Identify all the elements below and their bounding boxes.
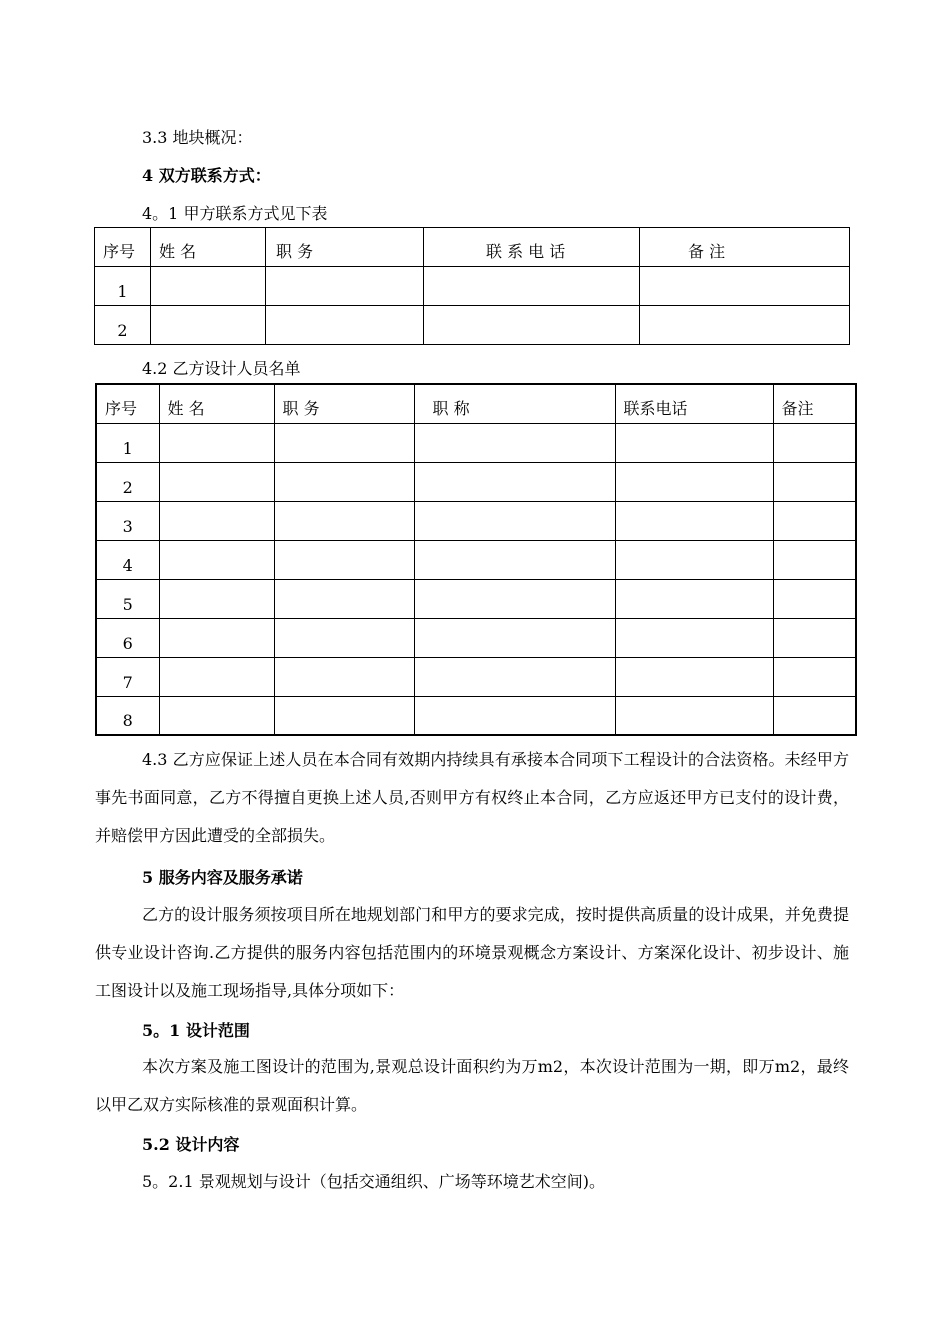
table-cell xyxy=(615,618,773,657)
party-b-designer-table xyxy=(95,383,857,736)
table-cell xyxy=(159,501,274,540)
table-cell xyxy=(615,696,773,735)
row-number: 7 xyxy=(96,657,159,696)
row-number: 8 xyxy=(96,696,159,735)
section-5-2-heading: 5.2 设计内容 xyxy=(142,1135,240,1154)
table-cell xyxy=(274,540,414,579)
section-4-3-paragraph: 4.3 乙方应保证上述人员在本合同有效期内持续具有承接本合同项下工程设计的合法资格。未经甲方事先书面同意，乙方不得擅自更换上述人员,否则甲方有权终止本合同，乙方应返还甲方已支付的设计费，并赔偿甲方因此遭受的全部损失。 xyxy=(95,750,849,845)
table-cell xyxy=(414,618,615,657)
table-row xyxy=(96,462,856,501)
table-cell xyxy=(773,657,856,696)
table-row xyxy=(96,579,856,618)
header-cell: 备 注 xyxy=(640,228,850,267)
table-cell xyxy=(414,423,615,462)
table-cell xyxy=(274,462,414,501)
section-5-2-1: 5。2.1 景观规划与设计（包括交通组织、广场等环境艺术空间)。 xyxy=(142,1172,605,1191)
table-cell xyxy=(159,696,274,735)
header-cell: 职 称 xyxy=(414,384,615,423)
table-cell xyxy=(424,306,640,345)
row-number: 4 xyxy=(96,540,159,579)
header-cell: 职 务 xyxy=(274,384,414,423)
table-row xyxy=(96,696,856,735)
table-row xyxy=(95,306,850,345)
table-cell xyxy=(414,501,615,540)
header-cell: 序号 xyxy=(96,384,159,423)
table-cell xyxy=(274,579,414,618)
header-cell: 序号 xyxy=(95,228,151,267)
table-cell xyxy=(159,540,274,579)
table-cell xyxy=(615,423,773,462)
table-cell xyxy=(615,579,773,618)
table-cell xyxy=(615,540,773,579)
row-number: 1 xyxy=(95,267,151,306)
table-row xyxy=(95,267,850,306)
section-5-paragraph: 乙方的设计服务须按项目所在地规划部门和甲方的要求完成，按时提供高质量的设计成果，并免费提供专业设计咨询.乙方提供的服务内容包括范围内的环境景观概念方案设计、方案深化设计、初步设计、施工图设计以及施工现场指导,具体分项如下： xyxy=(95,905,849,1000)
header-cell: 职 务 xyxy=(266,228,424,267)
table-cell xyxy=(773,423,856,462)
section-5-1-heading: 5。1 设计范围 xyxy=(142,1021,250,1040)
table-cell xyxy=(773,462,856,501)
row-number: 1 xyxy=(96,423,159,462)
row-number: 5 xyxy=(96,579,159,618)
row-number: 6 xyxy=(96,618,159,657)
row-number: 3 xyxy=(96,501,159,540)
table-cell xyxy=(414,462,615,501)
table-cell xyxy=(274,618,414,657)
table-cell xyxy=(615,501,773,540)
table-cell xyxy=(159,657,274,696)
row-number: 2 xyxy=(96,462,159,501)
table-cell xyxy=(159,462,274,501)
table-cell xyxy=(274,696,414,735)
table-cell xyxy=(773,540,856,579)
table-cell xyxy=(274,657,414,696)
table-cell xyxy=(159,579,274,618)
table-cell xyxy=(414,540,615,579)
table-cell xyxy=(773,579,856,618)
table-cell xyxy=(424,267,640,306)
section-5-heading: 5 服务内容及服务承诺 xyxy=(142,868,303,887)
table-cell xyxy=(615,462,773,501)
section-3-3: 3.3 地块概况： xyxy=(142,128,253,147)
table-header-row xyxy=(95,228,850,267)
table-row xyxy=(96,501,856,540)
table-header-row xyxy=(96,384,856,423)
table-row xyxy=(96,540,856,579)
table-cell xyxy=(151,306,266,345)
section-4-2: 4.2 乙方设计人员名单 xyxy=(142,359,301,378)
header-cell: 姓 名 xyxy=(151,228,266,267)
table-cell xyxy=(773,501,856,540)
table-cell xyxy=(615,657,773,696)
header-cell: 姓 名 xyxy=(159,384,274,423)
table-cell xyxy=(266,306,424,345)
table-row xyxy=(96,618,856,657)
header-cell: 备注 xyxy=(773,384,856,423)
table-cell xyxy=(274,423,414,462)
table-cell xyxy=(414,657,615,696)
table-cell xyxy=(640,267,850,306)
header-cell: 联系电话 xyxy=(615,384,773,423)
table-cell xyxy=(159,423,274,462)
table-cell xyxy=(773,618,856,657)
table-cell xyxy=(640,306,850,345)
row-number: 2 xyxy=(95,306,151,345)
table-cell xyxy=(266,267,424,306)
table-cell xyxy=(414,696,615,735)
table-cell xyxy=(159,618,274,657)
party-a-contact-table xyxy=(94,227,850,345)
header-cell: 联 系 电 话 xyxy=(424,228,640,267)
table-row xyxy=(96,423,856,462)
table-cell xyxy=(414,579,615,618)
table-cell xyxy=(274,501,414,540)
table-row xyxy=(96,657,856,696)
table-cell xyxy=(773,696,856,735)
table-cell xyxy=(151,267,266,306)
section-4-heading: 4 双方联系方式： xyxy=(142,166,271,185)
section-5-1-paragraph: 本次方案及施工图设计的范围为,景观总设计面积约为万m2，本次设计范围为一期，即万m2，最终以甲乙双方实际核准的景观面积计算。 xyxy=(95,1057,849,1114)
section-4-1: 4。1 甲方联系方式见下表 xyxy=(142,204,328,223)
